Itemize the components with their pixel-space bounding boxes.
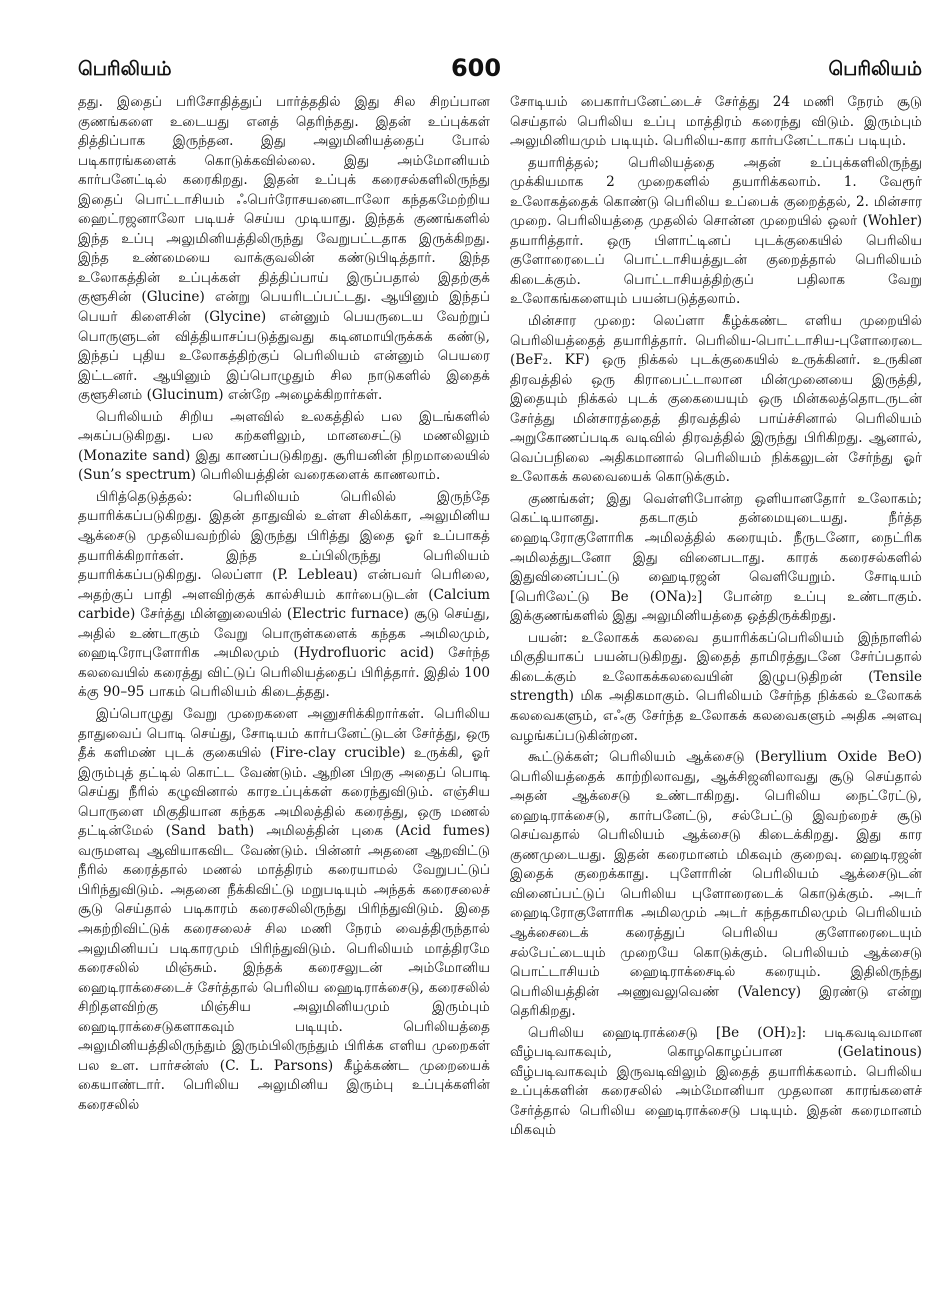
running-header-right: பெரிலியம் <box>828 58 922 80</box>
paragraph: தயாரித்தல்; பெரிலியத்தை அதன் உப்புக்களிலிருந்து முக்கியமாக 2 முறைகளில் தயாரிக்கலாம். 1. வேரூர் உலோகத்தைக் கொண்டு பெரிலிய உப்பைக் குறைத்தல், 2. மின்சார முறை. பெரிலியத்தை முதலில் சொன்ன முறையில் ஒலர் (Wohler) தயாரித்தார். ஒரு பிளாட்டினப் புடக்குகையில் பெரிலிய குளோரைடைப் பொட்டாசியத்துடன் குறைத்தால் பெரிலியம் கிடைக்கும். பொட்டாசியத்திற்குப் பதிலாக வேறு உலோகங்களையும் பயன்படுத்தலாம். <box>510 154 922 308</box>
page-number: 600 <box>450 54 502 82</box>
paragraph: கூட்டுக்கள்; பெரிலியம் ஆக்சைடு (Beryllium Oxide BeO) பெரிலியத்தைக் காற்றிலாவது, ஆக்சிஜனிலாவது சூடு செய்தால் அதன் ஆக்சைடு உண்டாகிறது. பெரிலிய நைட்ரேட்டு, ஹைடிராக்சைடு, கார்பனேட்டு, சல்பேட்டு இவற்றைச் சூடு செய்வதால் பெரிலியம் ஆக்சைடு கிடைக்கிறது. இது கார குணமுடையது. இதன் கரைமானம் மிகவும் குறைவு. ஹைடிரஜன் இதைக் குறைக்காது. புளோரின் பெரிலியம் ஆக்சைடுடன் வினைப்பட்டுப் பெரிலிய புளோரைடைக் கொடுக்கும். அடர் ஹைடிரோகுளோரிக அமிலமும் அடர் கந்தகாமிலமும் பெரிலியம் ஆக்சைடைக் கரைத்துப் பெரிலிய குளோரைடையும் சல்பேட்டையும் முறையே கொடுக்கும். பெரிலியம் ஆக்சைடு பொட்டாசியம் ஹைடிராக்சைடில் கரையும். இதிலிருந்து பெரிலியத்தின் அணுவலுவெண் (Valency) இரண்டு என்று தெரிகிறது. <box>510 749 922 1020</box>
paragraph: இப்பொழுது வேறு முறைகளை அனுசரிக்கிறார்கள். பெரிலிய தாதுவைப் பொடி செய்து, சோடியம் கார்பனேட்டுடன் சேர்த்து, ஒரு தீக் களிமண் புடக் குகையில் (Fire-clay crucible) உருக்கி, ஓர் இரும்புத் தட்டில் கொட்ட வேண்டும். ஆறின பிறகு அதைப் பொடி செய்து நீரில் கழுவினால் காரஉப்புக்கள் கரைந்துவிடும். எஞ்சிய பொருளை மிகுதியான கந்தக அமிலத்தில் கரைத்து, ஒரு மணல் தட்டின்மேல் (Sand bath) அமிலத்தின் புகை (Acid fumes) வருமளவு ஆவியாகவிட வேண்டும். பின்னர் அதனை ஆறவிட்டு நீரில் கரைத்தால் மணல் மாத்திரம் கரையாமல் வேறுபட்டுப் பிரிந்துவிடும். அதனை நீக்கிவிட்டு மறுபடியும் அந்தக் கரைசலைச் சூடு செய்தால் படிகாரம் கரைசலிலிருந்து பிரிந்துவிடும். இதை அகற்றிவிட்டுக் கரைசலைச் சில மணி நேரம் வைத்திருந்தால் அலுமினியப் படிகாரமும் பிரிந்துவிடும். பெரிலியம் மாத்திரமே கரைசலில் மிஞ்சும். இந்தக் கரைசலுடன் அம்மோனிய ஹைடிராக்சைடைச் சேர்த்தால் பெரிலிய ஹைடிராக்சைடு, கரைசலில் சிறிதளவிற்கு மிஞ்சிய அலுமினியமும் இரும்பும் ஹைடிராக்சைடுகளாகவும் படியும். பெரிலியத்தை அலுமினியத்திலிருந்தும் இரும்பிலிருந்தும் பிரிக்க எளிய முறைகள் பல உள. பார்சன்ஸ் (C. L. Parsons) கீழ்க்கண்ட முறையைக் கையாண்டார். பெரிலிய அலுமினிய இரும்பு உப்புக்களின் கரைசலில் <box>78 705 490 1113</box>
right-column <box>510 93 922 1143</box>
paragraph: சோடியம் பைகார்பனேட்டைச் சேர்த்து 24 மணி நேரம் சூடு செய்தால் பெரிலிய உப்பு மாத்திரம் கரைந்து விடும். இரும்பும் அலுமினியமும் படியும். பெரிலிய-கார கார்பனேட்டாகப் படியும். <box>510 94 922 150</box>
left-column <box>78 93 490 1143</box>
paragraph: பிரித்தெடுத்தல்: பெரிலியம் பெரிலில் இருந்தே தயாரிக்கப்படுகிறது. இதன் தாதுவில் உள்ள சிலிக்கா, அலுமினிய ஆக்சைடு முதலியவற்றில் இருந்து பிரித்து இதை ஓர் உப்பாகத் தயாரிக்கிறார்கள். இந்த உப்பிலிருந்து பெரிலியம் தயாரிக்கப்படுகிறது. லெப்ளா (P. Lebleau) என்பவர் பெரிலை, அதற்குப் பாதி அளவிற்குக் கால்சியம் கார்பைடுடன் (Calcium carbide) சேர்த்து மின்னுலையில் (Electric furnace) சூடு செய்து, அதில் உண்டாகும் வேறு பொருள்களைக் கந்தக அமிலமும், ஹைடிரோபுளோரிக அமிலமும் (Hydrofluoric acid) சேர்ந்த கலவையில் கரைத்து விட்டுப் பெரிலியத்தைப் பிரித்தார். இதில் 100 க்கு 90–95 பாகம் பெரிலியம் கிடைத்தது. <box>78 488 490 701</box>
paragraph: மின்சார முறை: லெப்ளா கீழ்க்கண்ட எளிய முறையில் பெரிலியத்தைத் தயாரித்தார். பெரிலிய-பொட்டாசிய-புளோரைடை (BeF₂. KF) ஒரு நிக்கல் புடக்குகையில் உருக்கினர். உருகின திரவத்தில் ஒரு கிராபைட்டாலான மின்முனையை இருத்தி, இதையும் நிக்கல் புடக் குகையையும் ஒரு மின்கலத்தொடருடன் சேர்த்து மின்சாரத்தைத் திரவத்தில் பாய்ச்சினால் பெரிலியம் அறுகோணப்படிக வடிவில் திரவத்தில் இருந்து பிரிகிறது. ஆனால், வெப்பநிலை அதிகமானால் பெரிலியம் நிக்கலுடன் சேர்ந்து ஓர் உலோகக் கலவையைக் கொடுக்கும். <box>510 313 922 486</box>
paragraph: பயன்: உலோகக் கலவை தயாரிக்கப்பெரிலியம் இந்நாளில் மிகுதியாகப் பயன்படுகிறது. இதைத் தாமிரத்துடனே சேர்ப்பதால் கிடைக்கும் உலோகக்கலவையின் இழுபடுதிறன் (Tensile strength) மிக அதிகமாகும். பெரிலியம் சேர்ந்த நிக்கல் உலோகக் கலவைகளும், எஃகு சேர்ந்த உலோகக் கலவைகளும் அதிக அளவு வழங்கப்படுகின்றன. <box>510 629 922 744</box>
paragraph: தது. இதைப் பரிசோதித்துப் பார்த்ததில் இது சில சிறப்பான குணங்களை உடையது எனத் தெரிந்தது. இதன் உப்புக்கள் தித்திப்பாக இருந்தன. இது அலுமினியத்தைப் போல் படிகாரங்களைக் கொடுக்கவில்லை. இது அம்மோனியம் கார்பனேட்டில் கரைகிறது. இதன் உப்புக் கரைசல்களிலிருந்து இதைப் பொட்டாசியம் ஃபெர்ரோசயனைடாலோ கந்தகமேற்றிய ஹைட்ரஜனாலோ படியச் செய்ய முடியாது. இந்தக் குணங்களில் இந்த உப்பு அலுமினியத்திலிருந்து வேறுபட்டதாக இருக்கிறது. இந்த உண்மையை வாக்குவலின் கண்டுபிடித்தார். இந்த உலோகத்தின் உப்புக்கள் தித்திப்பாய் இருப்பதால் இதற்குக் குளூசின் (Glucine) என்று பெயரிடப்பட்டது. ஆயினும் இந்தப் பெயர் கிளைசின் (Glycine) என்னும் பெயருடைய வேற்றுப் பொருளுடன் வித்தியாசப்படுத்துவது கடினமாயிருக்கக் கண்டு, இந்தப் புதிய உலோகத்திற்குப் பெரிலியம் என்னும் பெயரை இட்டனர். ஆயினும் இப்பொழுதும் சில நாடுகளில் இதைக் குளூசினம் (Glucinum) என்றே அழைக்கிறார்கள். <box>78 94 490 404</box>
paragraph: குணங்கள்; இது வெள்ளிபோன்ற ஒளியானதோர் உலோகம்; கெட்டியானது. தகடாகும் தன்மையுடையது. நீர்த்த ஹைடிரோகுளோரிக அமிலத்தில் கரையும். நீருடனோ, நைட்ரிக அமிலத்துடனோ இது வினைபடாது. காரக் கரைசல்களில் இதுவினைப்பட்டு ஹைடிரஜன் வெளியேறும். சோடியம் [பெரிலேட்டு Be (ONa)₂] போன்ற உப்பு உண்டாகும். இக்குணங்களில் இது அலுமினியத்தை ஒத்திருக்கிறது. <box>510 490 922 625</box>
paragraph: பெரிலிய ஹைடிராக்சைடு [Be (OH)₂]: படிகவடிவமான வீழ்படிவாகவும், கொழகொழப்பான (Gelatinous) வீழ்படிவாகவும் இருவடிவிலும் இதைத் தயாரிக்கலாம். பெரிலிய உப்புக்களின் கரைசலில் அம்மோனியா முதலான காரங்களைச் சேர்த்தால் பெரிலிய ஹைடிராக்சைடு படியும். இதன் கரைமானம் மிகவும் <box>510 1024 922 1139</box>
running-header-left: பெரிலியம் <box>78 58 172 80</box>
paragraph: பெரிலியம் சிறிய அளவில் உலகத்தில் பல இடங்களில் அகப்படுகிறது. பல கற்களிலும், மானசைட்டு மணலிலும் (Monazite sand) இது காணப்படுகிறது. சூரியனின் நிறமாலையில் (Sun’s spectrum) பெரிலியத்தின் வரைகளைக் காணலாம். <box>78 408 490 484</box>
text-columns <box>78 93 922 1143</box>
